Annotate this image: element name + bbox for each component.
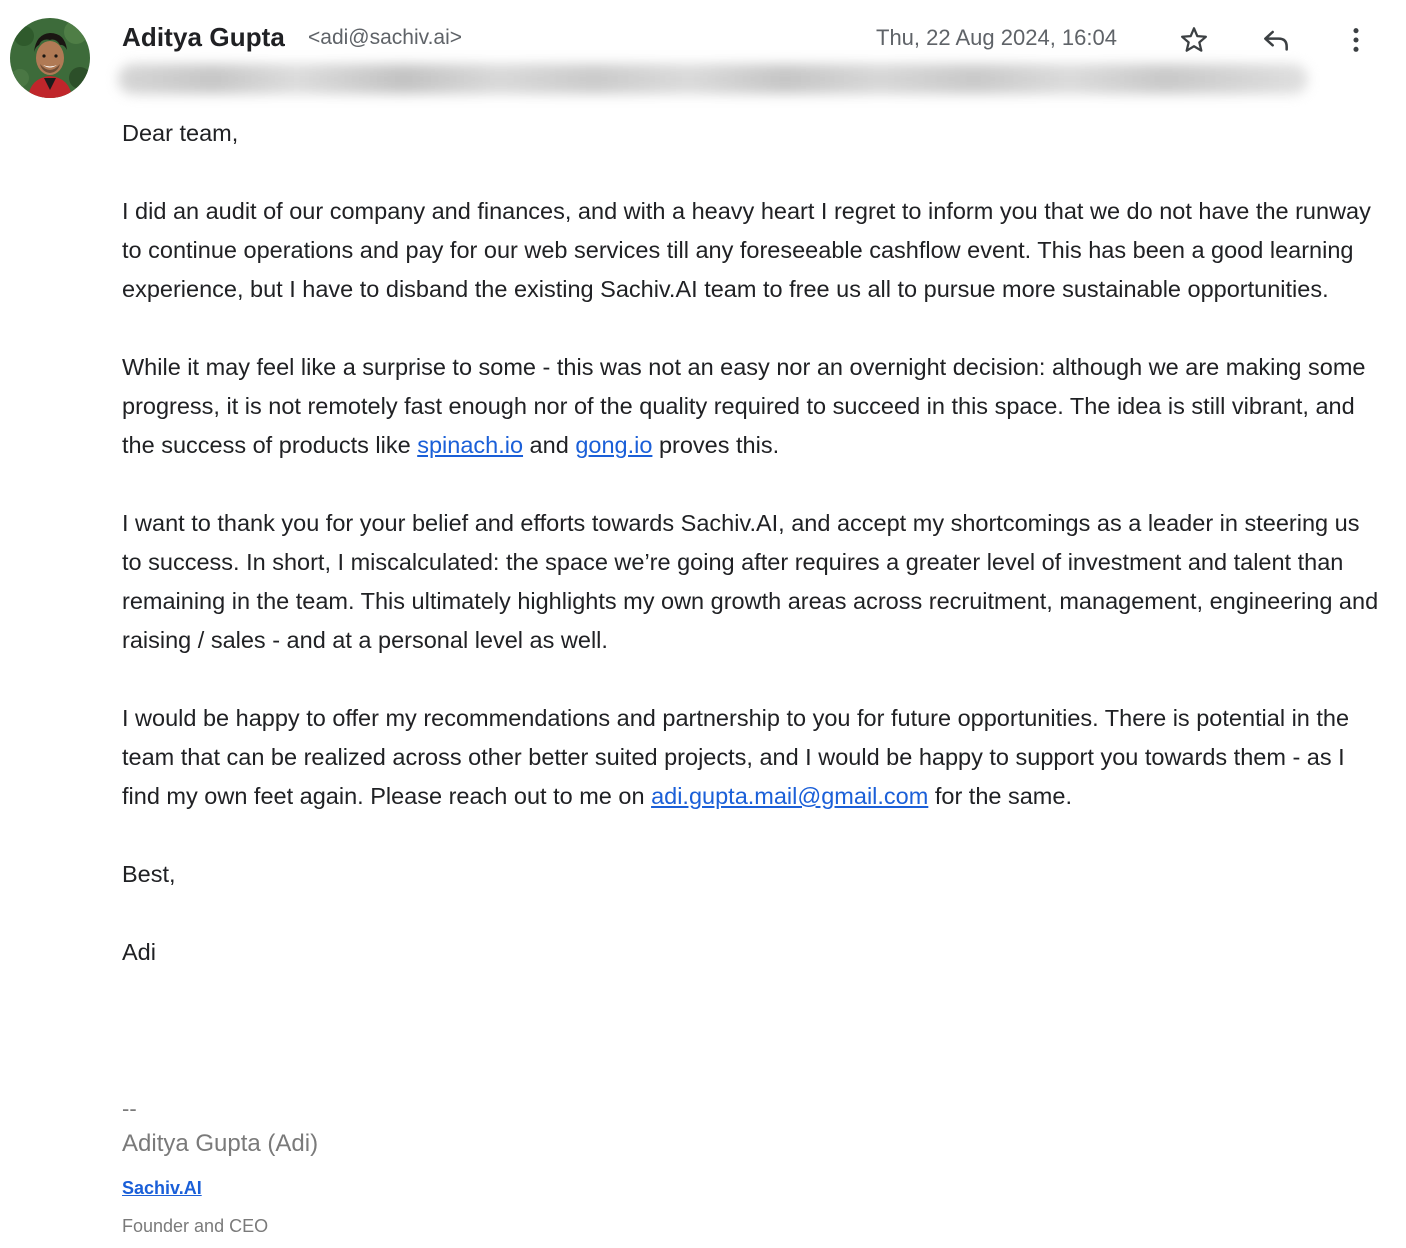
paragraph-4-text-b: for the same. xyxy=(928,783,1072,809)
paragraph-2-text-a: While it may feel like a surprise to some - this was not an easy nor an overnight decision: although we are making some progress, it is not remotely fast enough nor of the quality required to succeed in this space. The idea is still vibrant, and the success of products like xyxy=(122,354,1366,458)
paragraph-3: I want to thank you for your belief and efforts towards Sachiv.AI, and accept my shortcomings as a leader in steering us to success. In short, I miscalculated: the space we’re going after requires a greater level of investment and talent than remaining in the team. This ultimately highlights my own growth areas across recruitment, management, engineering and raising / sales - and at a personal level as well. xyxy=(122,510,1379,653)
signature-name: Aditya Gupta (Adi) xyxy=(122,1130,319,1157)
recipients-redacted xyxy=(118,64,1308,94)
reply-button[interactable] xyxy=(1256,20,1296,60)
paragraph-2-text-b: and xyxy=(523,432,576,458)
message-header xyxy=(122,20,1382,56)
more-options-button[interactable] xyxy=(1336,20,1376,60)
paragraph-2 xyxy=(122,348,1384,465)
gong-link[interactable]: gong.io xyxy=(575,432,653,458)
closing: Best, xyxy=(122,861,176,887)
more-vert-icon xyxy=(1340,24,1372,56)
message-timestamp: Thu, 22 Aug 2024, 16:04 xyxy=(876,25,1117,50)
greeting: Dear team, xyxy=(122,120,239,146)
spinach-link[interactable]: spinach.io xyxy=(417,432,524,458)
contact-email-link[interactable]: adi.gupta.mail@gmail.com xyxy=(651,783,929,809)
star-button[interactable] xyxy=(1174,20,1214,60)
signature-separator: -- xyxy=(122,1096,137,1121)
sender-email[interactable]: <adi@sachiv.ai> xyxy=(308,26,463,49)
paragraph-2-text-c: proves this. xyxy=(652,432,780,458)
paragraph-4-text-a: I would be happy to offer my recommendations and partnership to you for future opportunities. There is potential in the team that can be realized across other better suited projects, and I would be happy to support you towards them - as I find my own feet again. Please reach out to me on xyxy=(122,705,1350,809)
star-icon xyxy=(1178,24,1210,56)
message-body xyxy=(122,114,1384,1011)
paragraph-1: I did an audit of our company and finances, and with a heavy heart I regret to inform you that we do not have the runway to continue operations and pay for our web services till any foreseeable cashflow event. This has been a good learning experience, but I have to disband the existing Sachiv.AI team to free us all to pursue more sustainable opportunities. xyxy=(122,198,1371,302)
paragraph-4 xyxy=(122,699,1384,816)
sender-name[interactable]: Aditya Gupta xyxy=(122,22,285,52)
reply-icon xyxy=(1260,24,1292,56)
signature-title: Founder and CEO xyxy=(122,1216,269,1236)
avatar[interactable] xyxy=(10,18,90,98)
signature-company-link[interactable]: Sachiv.AI xyxy=(122,1178,202,1198)
signoff: Adi xyxy=(122,939,156,965)
